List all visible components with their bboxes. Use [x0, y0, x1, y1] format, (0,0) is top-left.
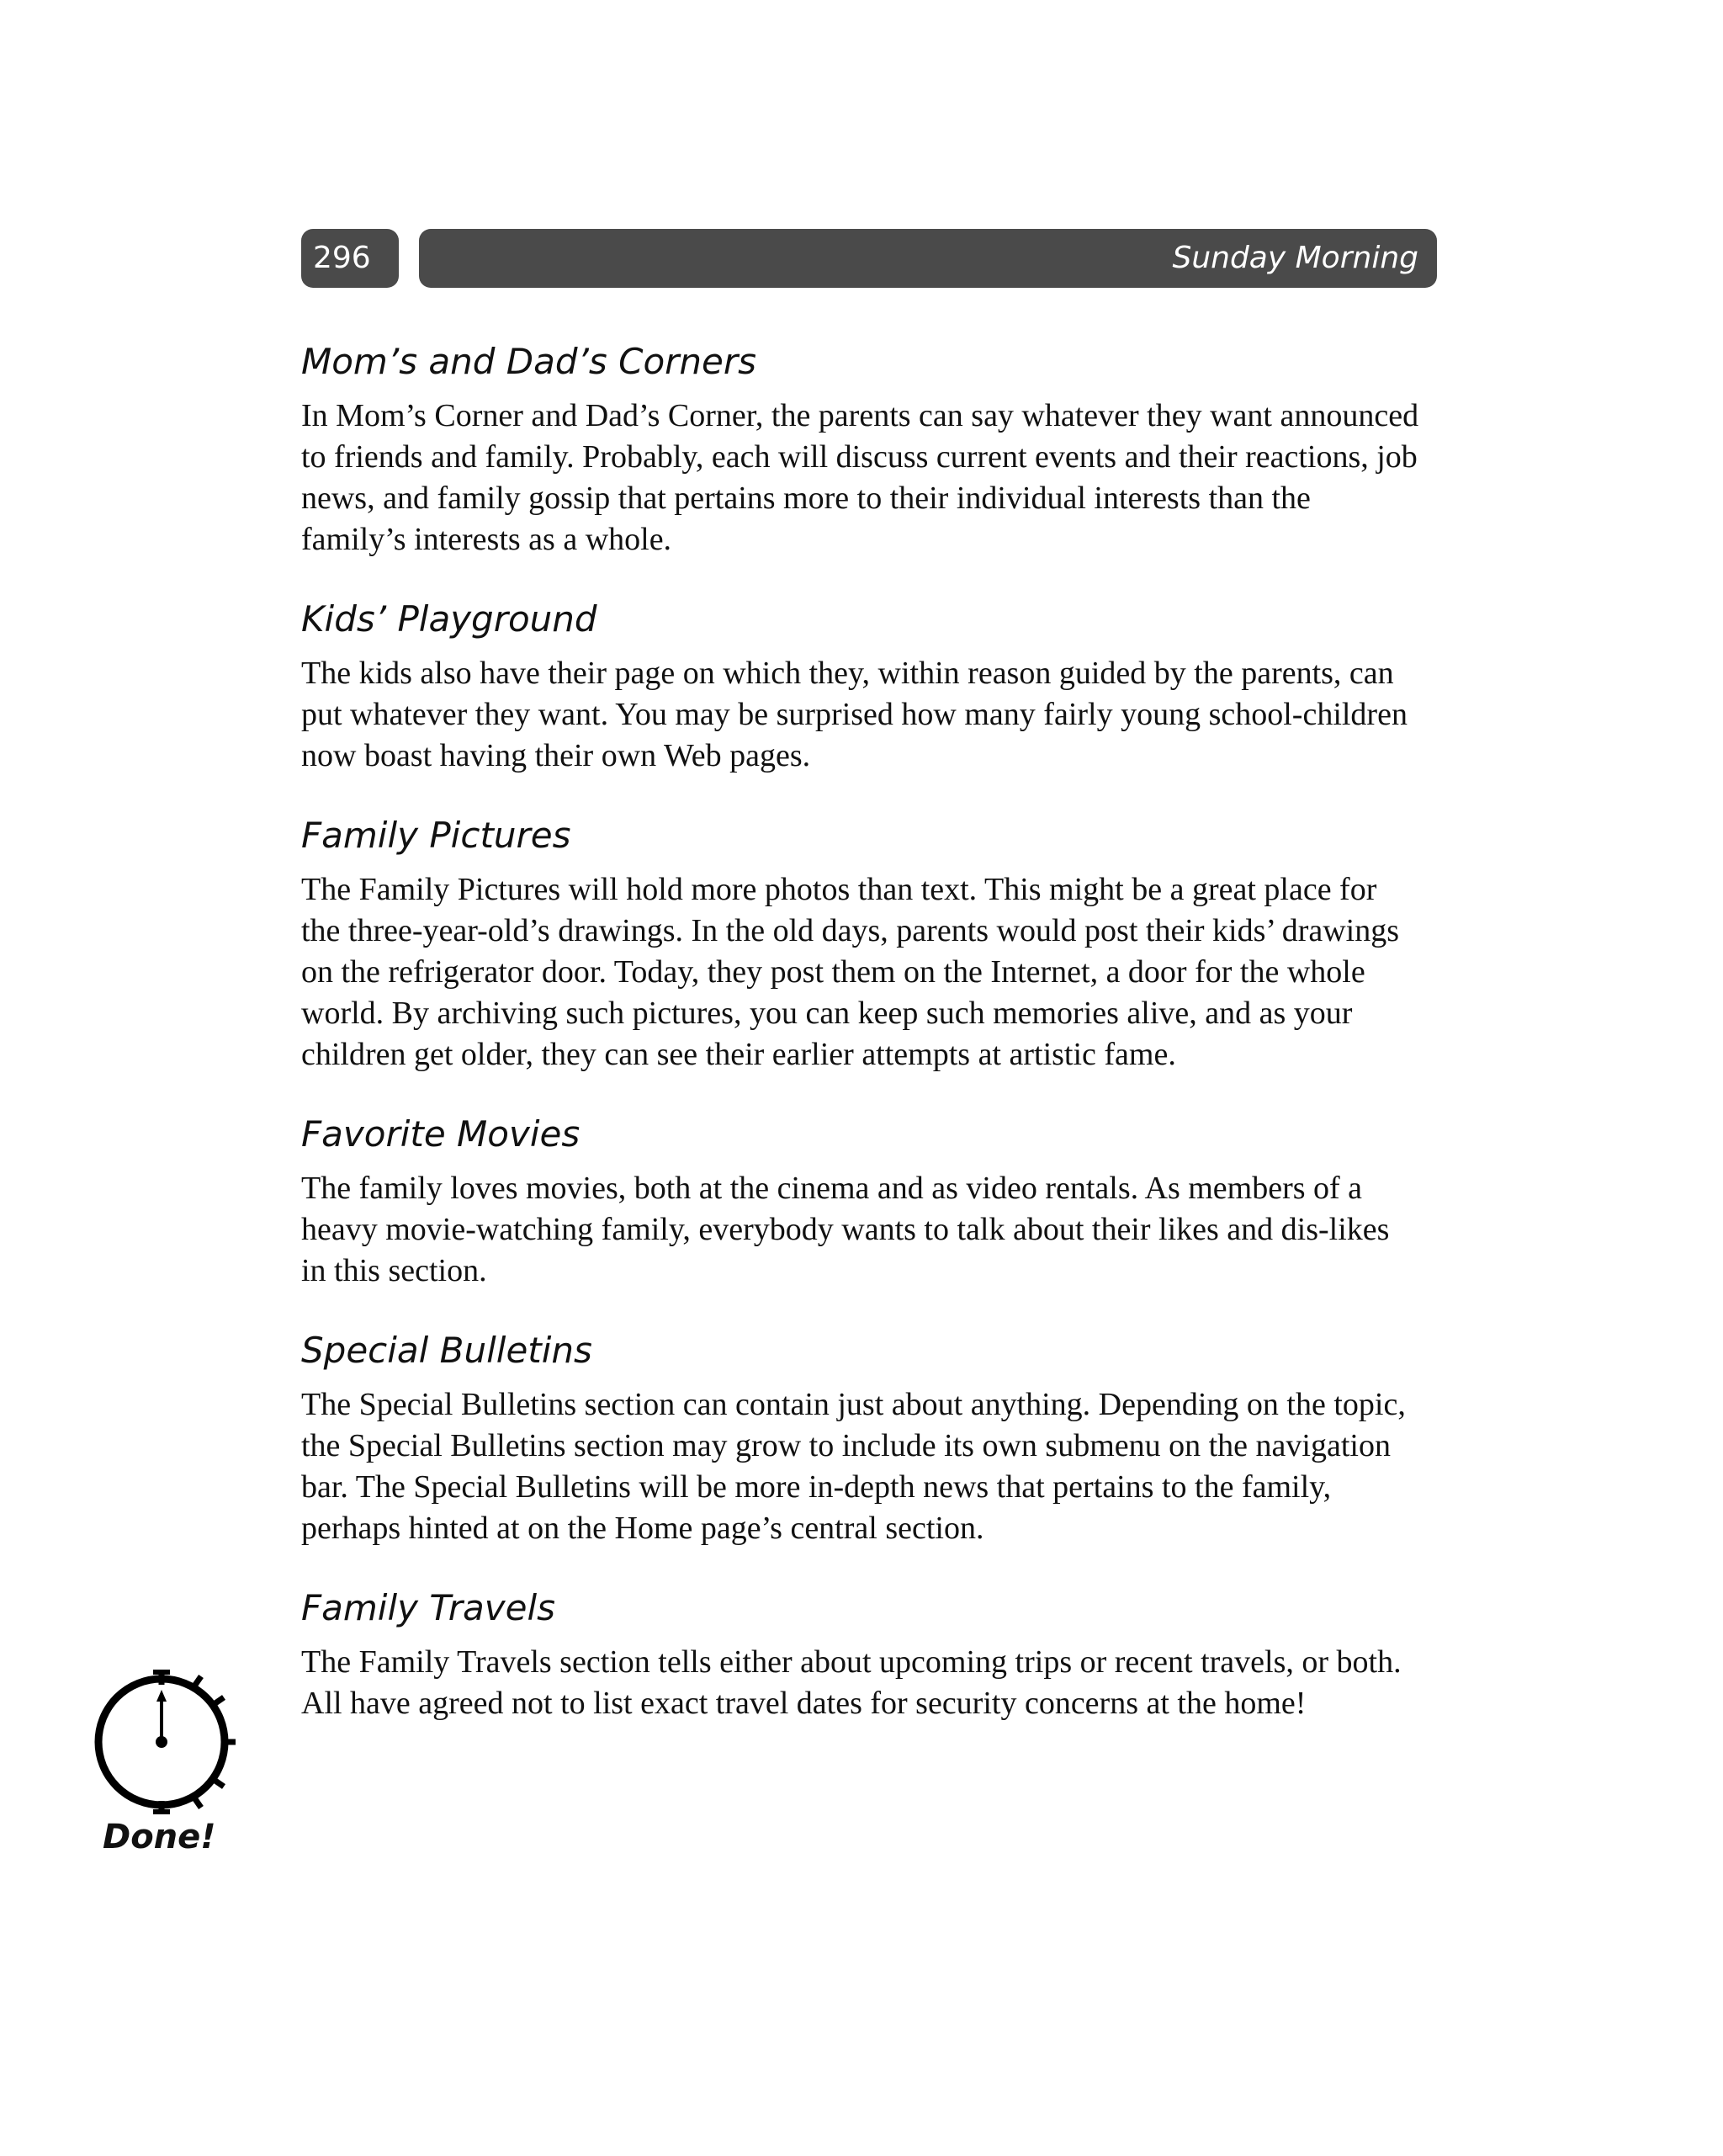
section-body: The Family Travels section tells either about upcoming trips or recent travels, or both. All have agreed not to list exact travel dates for security concerns at the home!	[301, 1644, 1402, 1721]
section-family-travels	[301, 1585, 1437, 1724]
section-heading: Family Pictures	[301, 815, 571, 856]
section-heading: Mom’s and Dad’s Corners	[301, 341, 757, 382]
section-moms-dads-corners	[301, 338, 1437, 560]
section-body: The kids also have their page on which they, within reason guided by the parents, can put whatever they want. You may be surprised how many fairly young school-children now boast having their own Web pages.	[301, 656, 1408, 773]
section-heading: Family Travels	[301, 1587, 555, 1628]
done-label: Done!	[103, 1818, 216, 1856]
section-family-pictures	[301, 812, 1437, 1075]
section-heading: Favorite Movies	[301, 1113, 581, 1155]
page-content	[301, 338, 1437, 1760]
section-body: The Special Bulletins section can contain just about anything. Depending on the topic, the Special Bulletins section may grow to include its own submenu on the navigation bar. The Special Bulletins will be more in-depth news that pertains to the family, perhaps hinted at on the Home page’s central section.	[301, 1387, 1406, 1546]
running-head: Sunday Morning	[419, 229, 1437, 288]
section-favorite-movies	[301, 1111, 1437, 1292]
section-special-bulletins	[301, 1327, 1437, 1549]
section-kids-playground	[301, 596, 1437, 777]
section-body: In Mom’s Corner and Dad’s Corner, the parents can say whatever they want announced to friends and family. Probably, each will discuss current events and their reactions, job news, and family gossip that pertains more to their individual interests than the family’s interests as a whole.	[301, 398, 1419, 557]
section-heading: Special Bulletins	[301, 1330, 592, 1371]
page-number: 296	[301, 229, 399, 288]
section-heading: Kids’ Playground	[301, 598, 597, 640]
section-body: The family loves movies, both at the cinema and as video rentals. As members of a heavy movie-watching family, everybody wants to talk about their likes and dis-likes in this section.	[301, 1171, 1390, 1288]
section-body: The Family Pictures will hold more photos than text. This might be a great place for the three-year-old’s drawings. In the old days, parents would post their kids’ drawings on the refrigerator door. Today, they post them on the Internet, a door for the whole world. By archiving such pictures, you can keep such memories alive, and as your children get older, they can see their earlier attempts at artistic fame.	[301, 872, 1400, 1072]
done-margin-note	[84, 1656, 252, 1875]
stopwatch-icon	[84, 1656, 244, 1816]
page-header	[301, 229, 1437, 288]
